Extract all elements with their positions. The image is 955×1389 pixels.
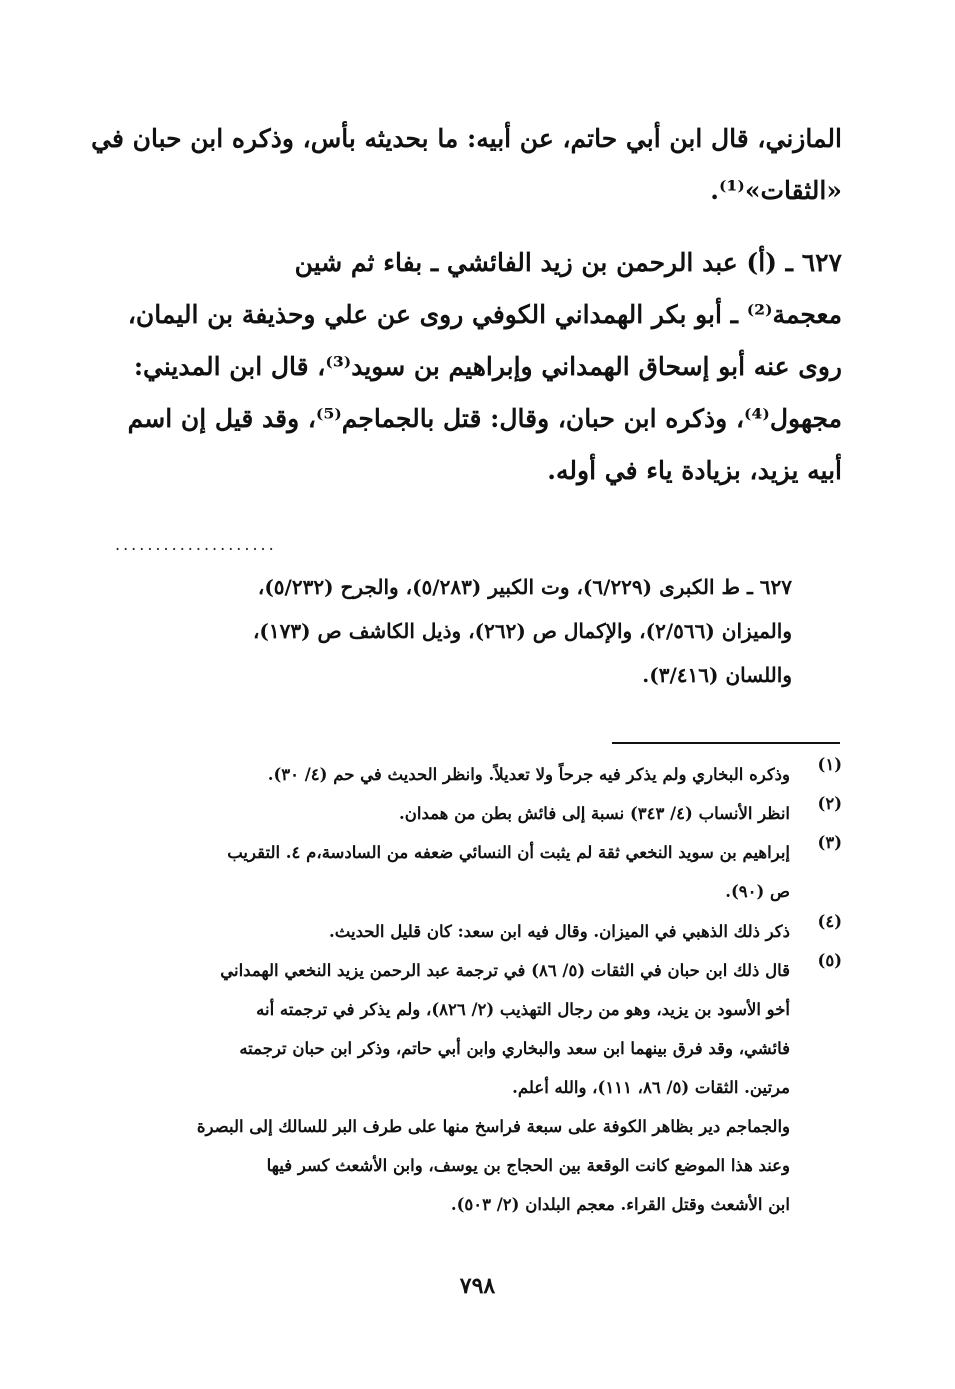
- footnote-3: [92, 833, 842, 911]
- dotted-separator: ....................: [115, 535, 277, 554]
- entry-627a: [87, 237, 842, 497]
- footnote-line: مرتين. الثقات (٥/ ٨٦، ١١١)، والله أعلم.: [512, 1078, 790, 1097]
- footnote-number: (٢): [817, 794, 842, 813]
- footnote-number: (٣): [817, 833, 842, 852]
- footnote-number: (٤): [817, 912, 842, 931]
- footnote-line: وذكره البخاري ولم يذكر فيه جرحاً ولا تعديلاً. وانظر الحديث في حم (٤/ ٣٠).: [267, 765, 790, 784]
- footnote-line: فائشي، وقد فرق بينهما ابن سعد والبخاري وابن أبي حاتم، وذكر ابن حبان ترجمته: [239, 1039, 790, 1058]
- footnote-line: أخو الأسود بن يزيد، وهو من رجال التهذيب (٢/ ٨٢٦)، ولم يذكر في ترجمته أنه: [256, 1000, 790, 1019]
- sources-line: واللسان (٣/٤١٦).: [642, 663, 792, 687]
- footnote-number: (٥): [817, 951, 842, 970]
- sources-block: [112, 565, 792, 697]
- footnote-line: انظر الأنساب (٤/ ٣٤٣) نسبة إلى فائش بطن من همدان.: [399, 804, 790, 823]
- text-line: ٦٢٧ ـ (أ) عبد الرحمن بن زيد الفائشي ـ بفاء ثم شين: [294, 248, 842, 277]
- footnote-line: ذكر ذلك الذهبي في الميزان. وقال فيه ابن سعد: كان قليل الحديث.: [329, 922, 790, 941]
- footnote-1: [92, 755, 842, 794]
- footnote-line: إبراهيم بن سويد النخعي ثقة لم يثبت أن النسائي ضعفه من السادسة،م ٤. التقريب: [227, 843, 790, 862]
- text-line: مجهول⁽⁴⁾، وذكره ابن حبان، وقال: قتل بالجماجم⁽⁵⁾، وقد قيل إن اسم: [127, 404, 842, 433]
- text-line: معجمة⁽²⁾ ـ أبو بكر الهمداني الكوفي روى عن علي وحذيفة بن اليمان،: [127, 300, 842, 329]
- footnote-4: [92, 912, 842, 951]
- footnote-line: قال ذلك ابن حبان في الثقات (٥/ ٨٦) في ترجمة عبد الرحمن يزيد النخعي الهمداني: [220, 961, 790, 980]
- text-line: روى عنه أبو إسحاق الهمداني وإبراهيم بن سويد⁽³⁾، قال ابن المديني:: [133, 352, 842, 381]
- footnote-5: [92, 951, 842, 1224]
- main-paragraph-continuation: [87, 113, 842, 217]
- footnote-line: والجماجم دير بظاهر الكوفة على سبعة فراسخ منها على طرف البر للسالك إلى البصرة: [196, 1117, 790, 1136]
- text-line: المازني، قال ابن أبي حاتم، عن أبيه: ما بحديثه بأس، وذكره ابن حبان في: [91, 124, 842, 153]
- footnote-number: (١): [817, 755, 842, 774]
- footnote-line: وعند هذا الموضع كانت الوقعة بين الحجاج بن يوسف، وابن الأشعث كسر فيها: [266, 1156, 790, 1175]
- footnote-2: [92, 794, 842, 833]
- sources-line: والميزان (٢/٥٦٦)، والإكمال ص (٢٦٢)، وذيل الكاشف ص (١٧٣)،: [252, 619, 792, 643]
- text-line: أبيه يزيد، بزيادة ياء في أوله.: [547, 456, 842, 485]
- footnote-rule: [612, 742, 840, 744]
- footnote-line: ص (٩٠).: [725, 882, 790, 901]
- page-number: ٧٩٨: [459, 1273, 496, 1299]
- text-line: «الثقات»⁽¹⁾.: [710, 176, 842, 205]
- footnote-line: ابن الأشعث وقتل القراء. معجم البلدان (٢/ ٥٠٣).: [450, 1195, 790, 1214]
- sources-line: ٦٢٧ ـ ط الكبرى (٦/٢٢٩)، وت الكبير (٥/٢٨٣)، والجرح (٥/٢٣٢)،: [257, 575, 792, 599]
